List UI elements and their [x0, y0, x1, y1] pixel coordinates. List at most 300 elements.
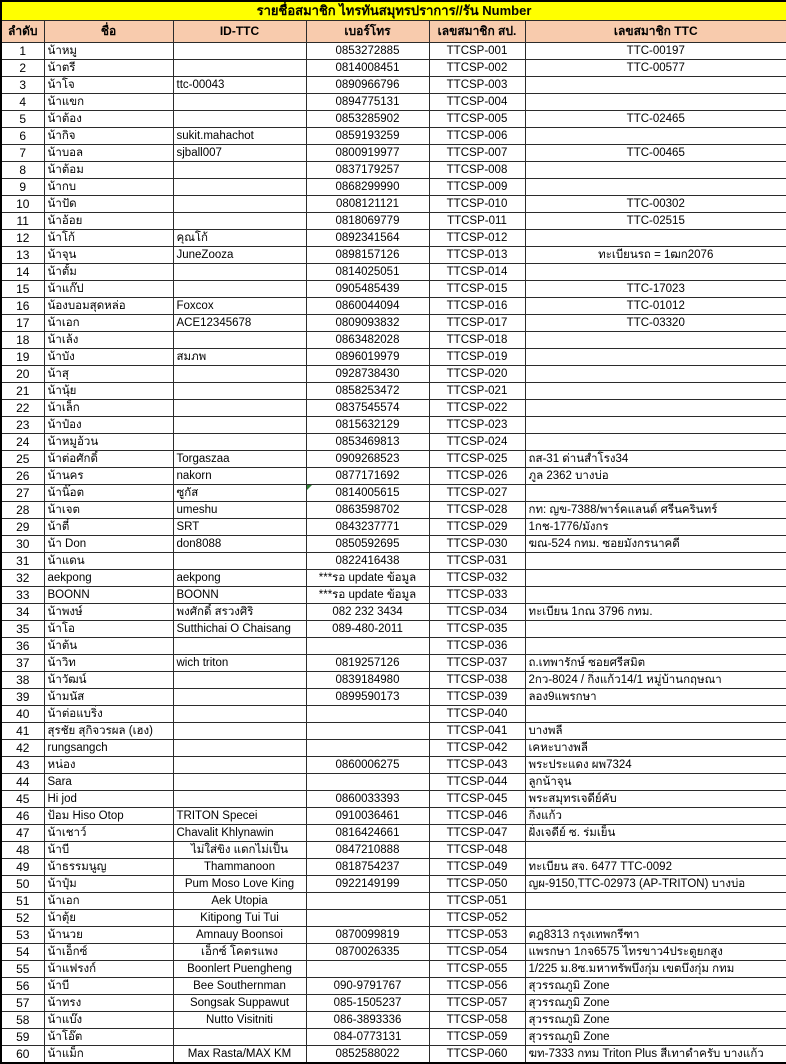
cell-name[interactable]: น้าต้อง [44, 111, 173, 128]
cell-id_ttc[interactable]: JuneZooza [173, 247, 306, 264]
cell-id_ttc[interactable]: คุณโก้ [173, 230, 306, 247]
cell-member_ttc[interactable] [525, 179, 786, 196]
cell-phone[interactable]: 090-9791767 [306, 978, 429, 995]
cell-no[interactable]: 37 [1, 655, 44, 672]
cell-member_ttc[interactable]: เคหะบางพลี [525, 740, 786, 757]
cell-no[interactable]: 44 [1, 774, 44, 791]
cell-no[interactable]: 10 [1, 196, 44, 213]
cell-name[interactable]: Sara [44, 774, 173, 791]
cell-id_ttc[interactable] [173, 553, 306, 570]
cell-member_sp[interactable]: TTCSP-052 [429, 910, 525, 927]
cell-id_ttc[interactable]: Boonlert Puengheng [173, 961, 306, 978]
cell-phone[interactable] [306, 638, 429, 655]
cell-id_ttc[interactable] [173, 1029, 306, 1046]
cell-member_ttc[interactable]: TTC-17023 [525, 281, 786, 298]
cell-id_ttc[interactable]: Amnauy Boonsoi [173, 927, 306, 944]
cell-member_ttc[interactable]: TTC-03320 [525, 315, 786, 332]
cell-id_ttc[interactable] [173, 383, 306, 400]
cell-id_ttc[interactable] [173, 740, 306, 757]
cell-no[interactable]: 6 [1, 128, 44, 145]
cell-name[interactable]: น้าหมูอ้วน [44, 434, 173, 451]
cell-name[interactable]: น้าแม็ก [44, 1046, 173, 1064]
cell-name[interactable]: rungsangch [44, 740, 173, 757]
cell-member_sp[interactable]: TTCSP-014 [429, 264, 525, 281]
cell-member_ttc[interactable]: 1กช-1776/มังกร [525, 519, 786, 536]
cell-name[interactable]: น้ามนัส [44, 689, 173, 706]
cell-no[interactable]: 42 [1, 740, 44, 757]
cell-member_ttc[interactable]: กิ่งแก้ว [525, 808, 786, 825]
cell-member_ttc[interactable]: สุวรรณภูมิ Zone [525, 1029, 786, 1046]
cell-member_ttc[interactable]: TTC-02465 [525, 111, 786, 128]
cell-member_ttc[interactable]: แพรกษา 1กจ6575 ไทรขาว4ประตูยกสูง [525, 944, 786, 961]
cell-no[interactable]: 31 [1, 553, 44, 570]
cell-member_ttc[interactable]: พระสมุทรเจดีย์คับ [525, 791, 786, 808]
cell-member_sp[interactable]: TTCSP-034 [429, 604, 525, 621]
cell-name[interactable]: น้าแดน [44, 553, 173, 570]
cell-phone[interactable]: 0819257126 [306, 655, 429, 672]
cell-member_ttc[interactable] [525, 893, 786, 910]
cell-no[interactable]: 59 [1, 1029, 44, 1046]
cell-member_sp[interactable]: TTCSP-028 [429, 502, 525, 519]
cell-member_sp[interactable]: TTCSP-023 [429, 417, 525, 434]
cell-id_ttc[interactable] [173, 434, 306, 451]
cell-phone[interactable]: 0896019979 [306, 349, 429, 366]
cell-name[interactable]: น้าโก้ [44, 230, 173, 247]
cell-member_ttc[interactable]: ฆท-7333 กทม Triton Plus สีเทาดำครับ บางแก้ว [525, 1046, 786, 1064]
cell-member_ttc[interactable]: ฆณ-524 กทม. ซอยมังกรนาคดี [525, 536, 786, 553]
cell-member_sp[interactable]: TTCSP-006 [429, 128, 525, 145]
cell-name[interactable]: น้าวัฒน์ [44, 672, 173, 689]
cell-no[interactable]: 7 [1, 145, 44, 162]
cell-name[interactable]: น้านิ๊อต [44, 485, 173, 502]
cell-member_sp[interactable]: TTCSP-044 [429, 774, 525, 791]
cell-name[interactable]: น้าตรี [44, 60, 173, 77]
cell-phone[interactable]: 0922149199 [306, 876, 429, 893]
cell-id_ttc[interactable] [173, 672, 306, 689]
cell-phone[interactable]: 0818069779 [306, 213, 429, 230]
cell-member_sp[interactable]: TTCSP-053 [429, 927, 525, 944]
cell-phone[interactable]: 0890966796 [306, 77, 429, 94]
cell-phone[interactable]: 0814008451 [306, 60, 429, 77]
cell-member_sp[interactable]: TTCSP-032 [429, 570, 525, 587]
cell-member_ttc[interactable] [525, 264, 786, 281]
cell-id_ttc[interactable]: Chavalit Khlynawin [173, 825, 306, 842]
cell-member_ttc[interactable]: ภูล 2362 บางบ่อ [525, 468, 786, 485]
cell-member_ttc[interactable] [525, 349, 786, 366]
cell-member_sp[interactable]: TTCSP-027 [429, 485, 525, 502]
cell-member_sp[interactable]: TTCSP-009 [429, 179, 525, 196]
cell-member_ttc[interactable] [525, 706, 786, 723]
cell-phone[interactable] [306, 910, 429, 927]
cell-member_sp[interactable]: TTCSP-002 [429, 60, 525, 77]
cell-phone[interactable]: 0877171692 [306, 468, 429, 485]
cell-phone[interactable]: 0808121121 [306, 196, 429, 213]
cell-phone[interactable]: 0814025051 [306, 264, 429, 281]
cell-name[interactable]: น้าเอ็กซ์ [44, 944, 173, 961]
cell-phone[interactable]: 082 232 3434 [306, 604, 429, 621]
cell-no[interactable]: 26 [1, 468, 44, 485]
cell-name[interactable]: น้าปุ๋ม [44, 876, 173, 893]
cell-id_ttc[interactable]: Aek Utopia [173, 893, 306, 910]
cell-member_ttc[interactable]: ลอง9แพรกษา [525, 689, 786, 706]
cell-no[interactable]: 17 [1, 315, 44, 332]
cell-id_ttc[interactable] [173, 332, 306, 349]
cell-member_ttc[interactable] [525, 417, 786, 434]
cell-phone[interactable]: 0800919977 [306, 145, 429, 162]
cell-member_sp[interactable]: TTCSP-004 [429, 94, 525, 111]
cell-member_ttc[interactable]: ถส-31 ด่านสำโรง34 [525, 451, 786, 468]
cell-id_ttc[interactable]: sjball007 [173, 145, 306, 162]
cell-member_sp[interactable]: TTCSP-038 [429, 672, 525, 689]
cell-phone[interactable]: ***รอ update ข้อมูล [306, 587, 429, 604]
cell-phone[interactable]: 0863598702 [306, 502, 429, 519]
cell-member_sp[interactable]: TTCSP-026 [429, 468, 525, 485]
cell-member_sp[interactable]: TTCSP-020 [429, 366, 525, 383]
cell-no[interactable]: 32 [1, 570, 44, 587]
cell-phone[interactable]: 0928738430 [306, 366, 429, 383]
cell-id_ttc[interactable] [173, 638, 306, 655]
cell-phone[interactable]: 0870099819 [306, 927, 429, 944]
cell-member_sp[interactable]: TTCSP-059 [429, 1029, 525, 1046]
cell-no[interactable]: 34 [1, 604, 44, 621]
cell-id_ttc[interactable]: Kitipong Tui Tui [173, 910, 306, 927]
cell-name[interactable]: น้าจุน [44, 247, 173, 264]
cell-member_ttc[interactable] [525, 638, 786, 655]
cell-name[interactable]: น้าบัง [44, 349, 173, 366]
cell-phone[interactable]: 0905485439 [306, 281, 429, 298]
cell-phone[interactable]: 0868299990 [306, 179, 429, 196]
cell-member_sp[interactable]: TTCSP-051 [429, 893, 525, 910]
cell-id_ttc[interactable] [173, 94, 306, 111]
cell-member_sp[interactable]: TTCSP-012 [429, 230, 525, 247]
cell-phone[interactable]: 084-0773131 [306, 1029, 429, 1046]
cell-member_ttc[interactable] [525, 162, 786, 179]
cell-member_ttc[interactable] [525, 587, 786, 604]
cell-member_sp[interactable]: TTCSP-048 [429, 842, 525, 859]
cell-member_ttc[interactable] [525, 77, 786, 94]
cell-member_sp[interactable]: TTCSP-042 [429, 740, 525, 757]
cell-member_sp[interactable]: TTCSP-016 [429, 298, 525, 315]
cell-no[interactable]: 12 [1, 230, 44, 247]
cell-member_sp[interactable]: TTCSP-019 [429, 349, 525, 366]
cell-member_ttc[interactable]: พระประแดง ผพ7324 [525, 757, 786, 774]
cell-phone[interactable]: 086-3893336 [306, 1012, 429, 1029]
cell-member_sp[interactable]: TTCSP-035 [429, 621, 525, 638]
cell-member_ttc[interactable]: TTC-00465 [525, 145, 786, 162]
cell-name[interactable]: น้าเอก [44, 315, 173, 332]
cell-phone[interactable]: 0853285902 [306, 111, 429, 128]
cell-name[interactable]: น้ากิจ [44, 128, 173, 145]
cell-no[interactable]: 48 [1, 842, 44, 859]
cell-name[interactable]: น้าตั้ม [44, 264, 173, 281]
cell-id_ttc[interactable]: Songsak Suppawut [173, 995, 306, 1012]
cell-no[interactable]: 55 [1, 961, 44, 978]
cell-member_ttc[interactable]: ทะเบียนรถ = 1ฒก2076 [525, 247, 786, 264]
cell-name[interactable]: น้องบอมสุดหล่อ [44, 298, 173, 315]
cell-member_sp[interactable]: TTCSP-003 [429, 77, 525, 94]
cell-member_sp[interactable]: TTCSP-041 [429, 723, 525, 740]
cell-phone[interactable]: 0818754237 [306, 859, 429, 876]
cell-no[interactable]: 24 [1, 434, 44, 451]
cell-name[interactable]: น้าแฟรงก์ [44, 961, 173, 978]
cell-no[interactable]: 9 [1, 179, 44, 196]
cell-member_sp[interactable]: TTCSP-010 [429, 196, 525, 213]
cell-member_sp[interactable]: TTCSP-057 [429, 995, 525, 1012]
cell-phone[interactable]: 0892341564 [306, 230, 429, 247]
cell-phone[interactable]: 0839184980 [306, 672, 429, 689]
cell-member_ttc[interactable]: บางพลี [525, 723, 786, 740]
cell-no[interactable]: 20 [1, 366, 44, 383]
cell-id_ttc[interactable]: เอ็กซ์ โคตรแพง [173, 944, 306, 961]
cell-member_sp[interactable]: TTCSP-007 [429, 145, 525, 162]
cell-no[interactable]: 50 [1, 876, 44, 893]
cell-id_ttc[interactable]: Pum Moso Love King [173, 876, 306, 893]
cell-no[interactable]: 54 [1, 944, 44, 961]
cell-name[interactable]: น้าป๋อง [44, 417, 173, 434]
cell-no[interactable]: 39 [1, 689, 44, 706]
cell-id_ttc[interactable]: Foxcox [173, 298, 306, 315]
cell-phone[interactable]: 0816424661 [306, 825, 429, 842]
cell-name[interactable]: น้าเล็ก [44, 400, 173, 417]
cell-member_ttc[interactable] [525, 400, 786, 417]
cell-phone[interactable]: 0815632129 [306, 417, 429, 434]
cell-member_ttc[interactable]: ทะเบียน 1กณ 3796 กทม. [525, 604, 786, 621]
cell-no[interactable]: 19 [1, 349, 44, 366]
cell-id_ttc[interactable]: SRT [173, 519, 306, 536]
cell-name[interactable]: น้าต้น [44, 638, 173, 655]
cell-member_sp[interactable]: TTCSP-060 [429, 1046, 525, 1064]
cell-no[interactable]: 28 [1, 502, 44, 519]
cell-name[interactable]: น้าเจต [44, 502, 173, 519]
cell-name[interactable]: น้าทรง [44, 995, 173, 1012]
cell-id_ttc[interactable] [173, 774, 306, 791]
cell-phone[interactable] [306, 740, 429, 757]
cell-member_ttc[interactable]: ทะเบียน สจ. 6477 TTC-0092 [525, 859, 786, 876]
cell-no[interactable]: 30 [1, 536, 44, 553]
cell-id_ttc[interactable]: Sutthichai O Chaisang [173, 621, 306, 638]
cell-member_sp[interactable]: TTCSP-058 [429, 1012, 525, 1029]
cell-name[interactable]: น้าตุ้ย [44, 910, 173, 927]
cell-phone[interactable]: 0859193259 [306, 128, 429, 145]
cell-id_ttc[interactable] [173, 723, 306, 740]
cell-no[interactable]: 46 [1, 808, 44, 825]
cell-member_sp[interactable]: TTCSP-033 [429, 587, 525, 604]
cell-id_ttc[interactable]: สมภพ [173, 349, 306, 366]
cell-member_ttc[interactable]: TTC-00577 [525, 60, 786, 77]
cell-no[interactable]: 5 [1, 111, 44, 128]
cell-name[interactable]: น้าวิท [44, 655, 173, 672]
cell-member_sp[interactable]: TTCSP-021 [429, 383, 525, 400]
cell-no[interactable]: 33 [1, 587, 44, 604]
cell-no[interactable]: 14 [1, 264, 44, 281]
cell-phone[interactable]: 0847210888 [306, 842, 429, 859]
cell-no[interactable]: 57 [1, 995, 44, 1012]
cell-name[interactable]: น้านุ้ย [44, 383, 173, 400]
cell-member_ttc[interactable]: TTC-00302 [525, 196, 786, 213]
cell-name[interactable]: น้าบี [44, 978, 173, 995]
cell-phone[interactable]: 0837179257 [306, 162, 429, 179]
cell-id_ttc[interactable]: ttc-00043 [173, 77, 306, 94]
cell-no[interactable]: 23 [1, 417, 44, 434]
cell-name[interactable]: น้ากบ [44, 179, 173, 196]
cell-member_sp[interactable]: TTCSP-040 [429, 706, 525, 723]
cell-member_sp[interactable]: TTCSP-001 [429, 43, 525, 60]
cell-member_ttc[interactable]: สุวรรณภูมิ Zone [525, 995, 786, 1012]
cell-id_ttc[interactable]: ACE12345678 [173, 315, 306, 332]
cell-id_ttc[interactable] [173, 60, 306, 77]
cell-phone[interactable] [306, 706, 429, 723]
cell-name[interactable]: aekpong [44, 570, 173, 587]
cell-name[interactable]: น้าต่อศักดิ์ [44, 451, 173, 468]
cell-no[interactable]: 45 [1, 791, 44, 808]
cell-name[interactable]: น้าแขก [44, 94, 173, 111]
cell-member_sp[interactable]: TTCSP-039 [429, 689, 525, 706]
cell-member_ttc[interactable] [525, 910, 786, 927]
cell-phone[interactable]: 0837545574 [306, 400, 429, 417]
cell-id_ttc[interactable]: nakorn [173, 468, 306, 485]
cell-member_ttc[interactable]: ถ.เทพารักษ์ ซอยศรีสมิต [525, 655, 786, 672]
cell-name[interactable]: น้า Don [44, 536, 173, 553]
cell-member_sp[interactable]: TTCSP-011 [429, 213, 525, 230]
cell-id_ttc[interactable] [173, 791, 306, 808]
cell-member_sp[interactable]: TTCSP-047 [429, 825, 525, 842]
cell-id_ttc[interactable] [173, 400, 306, 417]
cell-member_sp[interactable]: TTCSP-037 [429, 655, 525, 672]
cell-phone[interactable]: 0858253472 [306, 383, 429, 400]
cell-no[interactable]: 38 [1, 672, 44, 689]
cell-id_ttc[interactable] [173, 706, 306, 723]
cell-no[interactable]: 21 [1, 383, 44, 400]
cell-id_ttc[interactable] [173, 281, 306, 298]
cell-member_sp[interactable]: TTCSP-017 [429, 315, 525, 332]
cell-member_ttc[interactable] [525, 621, 786, 638]
cell-id_ttc[interactable]: umeshu [173, 502, 306, 519]
cell-name[interactable]: น้าธรรมนูญ [44, 859, 173, 876]
cell-phone[interactable]: 0894775131 [306, 94, 429, 111]
cell-phone[interactable]: 0910036461 [306, 808, 429, 825]
cell-phone[interactable]: 089-480-2011 [306, 621, 429, 638]
cell-no[interactable]: 58 [1, 1012, 44, 1029]
cell-member_sp[interactable]: TTCSP-050 [429, 876, 525, 893]
cell-id_ttc[interactable] [173, 43, 306, 60]
cell-phone[interactable]: 0860033393 [306, 791, 429, 808]
cell-member_sp[interactable]: TTCSP-022 [429, 400, 525, 417]
cell-no[interactable]: 49 [1, 859, 44, 876]
cell-no[interactable]: 36 [1, 638, 44, 655]
cell-name[interactable]: น้านวย [44, 927, 173, 944]
cell-name[interactable]: Hi jod [44, 791, 173, 808]
cell-phone[interactable]: 0843237771 [306, 519, 429, 536]
cell-member_sp[interactable]: TTCSP-018 [429, 332, 525, 349]
cell-no[interactable]: 8 [1, 162, 44, 179]
cell-id_ttc[interactable]: wich triton [173, 655, 306, 672]
cell-name[interactable]: น้าแบ๊ง [44, 1012, 173, 1029]
cell-phone[interactable]: 0860006275 [306, 757, 429, 774]
cell-phone[interactable]: 0860044094 [306, 298, 429, 315]
cell-member_sp[interactable]: TTCSP-029 [429, 519, 525, 536]
cell-no[interactable]: 40 [1, 706, 44, 723]
cell-member_sp[interactable]: TTCSP-046 [429, 808, 525, 825]
cell-member_ttc[interactable]: ฝั่งเจดีย์ ซ. ร่มเย็น [525, 825, 786, 842]
cell-id_ttc[interactable] [173, 757, 306, 774]
cell-no[interactable]: 56 [1, 978, 44, 995]
cell-member_ttc[interactable] [525, 383, 786, 400]
cell-phone[interactable]: 0899590173 [306, 689, 429, 706]
cell-name[interactable]: ป้อม Hiso Otop [44, 808, 173, 825]
cell-no[interactable]: 3 [1, 77, 44, 94]
cell-phone[interactable]: 0898157126 [306, 247, 429, 264]
cell-phone[interactable] [306, 893, 429, 910]
cell-id_ttc[interactable]: aekpong [173, 570, 306, 587]
cell-id_ttc[interactable] [173, 264, 306, 281]
cell-member_ttc[interactable]: ลูกน้าจุน [525, 774, 786, 791]
cell-no[interactable]: 11 [1, 213, 44, 230]
cell-member_ttc[interactable] [525, 230, 786, 247]
cell-member_ttc[interactable] [525, 570, 786, 587]
cell-id_ttc[interactable] [173, 179, 306, 196]
cell-member_sp[interactable]: TTCSP-005 [429, 111, 525, 128]
cell-member_sp[interactable]: TTCSP-031 [429, 553, 525, 570]
cell-phone[interactable]: 0863482028 [306, 332, 429, 349]
cell-member_ttc[interactable]: ญผ-9150,TTC-02973 (AP-TRITON) บางบ่อ [525, 876, 786, 893]
cell-member_ttc[interactable]: สุวรรณภูมิ Zone [525, 1012, 786, 1029]
cell-name[interactable]: น้านคร [44, 468, 173, 485]
cell-id_ttc[interactable] [173, 213, 306, 230]
cell-phone[interactable] [306, 774, 429, 791]
cell-no[interactable]: 51 [1, 893, 44, 910]
cell-no[interactable]: 1 [1, 43, 44, 60]
cell-phone[interactable]: ***รอ update ข้อมูล [306, 570, 429, 587]
cell-phone[interactable]: 0822416438 [306, 553, 429, 570]
cell-name[interactable]: น้าโจ [44, 77, 173, 94]
cell-id_ttc[interactable] [173, 162, 306, 179]
cell-phone[interactable]: 0853469813 [306, 434, 429, 451]
cell-name[interactable]: น้าโอ [44, 621, 173, 638]
cell-member_sp[interactable]: TTCSP-025 [429, 451, 525, 468]
cell-name[interactable]: น้าพงษ์ [44, 604, 173, 621]
cell-member_sp[interactable]: TTCSP-024 [429, 434, 525, 451]
cell-id_ttc[interactable]: don8088 [173, 536, 306, 553]
cell-name[interactable]: น้าเชาว์ [44, 825, 173, 842]
cell-name[interactable]: น้าเอก [44, 893, 173, 910]
cell-id_ttc[interactable]: BOONN [173, 587, 306, 604]
cell-member_ttc[interactable]: TTC-00197 [525, 43, 786, 60]
cell-id_ttc[interactable] [173, 366, 306, 383]
cell-name[interactable]: น้าบี [44, 842, 173, 859]
cell-phone[interactable]: 0870026335 [306, 944, 429, 961]
cell-id_ttc[interactable] [173, 196, 306, 213]
cell-id_ttc[interactable] [173, 417, 306, 434]
cell-member_ttc[interactable]: 2กว-8024 / กิ่งแก้ว14/1 หมู่บ้านกฤษณา [525, 672, 786, 689]
cell-member_sp[interactable]: TTCSP-036 [429, 638, 525, 655]
cell-no[interactable]: 35 [1, 621, 44, 638]
cell-member_sp[interactable]: TTCSP-045 [429, 791, 525, 808]
cell-phone[interactable]: 0853272885 [306, 43, 429, 60]
cell-name[interactable]: น้าโอ๊ต [44, 1029, 173, 1046]
cell-no[interactable]: 29 [1, 519, 44, 536]
cell-id_ttc[interactable]: Thammanoon [173, 859, 306, 876]
cell-id_ttc[interactable]: Nutto Visitniti [173, 1012, 306, 1029]
cell-member_ttc[interactable]: กท: ญข-7388/พาร์คแลนด์ ศรีนครินทร์ [525, 502, 786, 519]
cell-no[interactable]: 18 [1, 332, 44, 349]
cell-id_ttc[interactable]: Max Rasta/MAX KM [173, 1046, 306, 1064]
cell-id_ttc[interactable]: Torgaszaa [173, 451, 306, 468]
cell-member_sp[interactable]: TTCSP-049 [429, 859, 525, 876]
cell-member_ttc[interactable]: 1/225 ม.8ซ.มหาทรัพบึงกุ่ม เขตบึงกุ่ม กทม [525, 961, 786, 978]
cell-id_ttc[interactable]: ซูกัส [173, 485, 306, 502]
cell-no[interactable]: 22 [1, 400, 44, 417]
cell-member_ttc[interactable] [525, 842, 786, 859]
